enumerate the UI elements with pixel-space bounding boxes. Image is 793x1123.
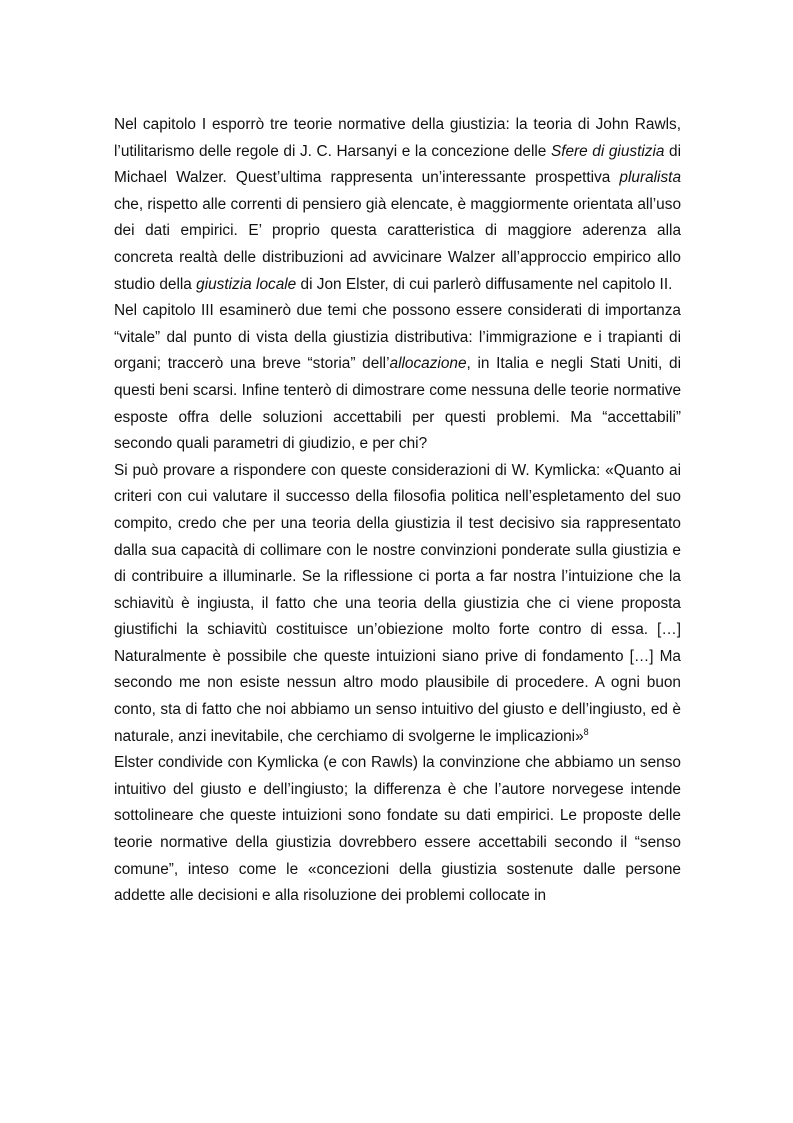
paragraph-4	[114, 750, 681, 910]
italic-term-allocazione: allocazione	[389, 355, 467, 373]
paragraph-3	[114, 458, 681, 751]
text-run: Elster condivide con Kymlicka (e con Rawls) la convinzione che abbiamo un senso intuitivo del giusto e dell’ingiusto; la differenza è che l’autore norvegese intende sottolineare che queste intuizioni sono fondate su dati empirici. Le proposte delle teorie normative della giustizia dovrebbero essere accettabili secondo il “senso comune”, inteso come le «concezioni della giustizia sostenute dalle persone addette alle decisioni e alla risoluzione dei problemi collocate in	[114, 754, 681, 905]
paragraph-1	[114, 112, 681, 298]
italic-term-sfere-di-giustizia: Sfere di giustizia	[550, 142, 665, 160]
italic-term-giustizia-locale: giustizia locale	[196, 275, 297, 293]
text-run: di Michael Walzer. Quest’ultima rappresenta un’interessante prospettiva	[114, 142, 682, 187]
text-run: Nel capitolo I esporrò tre teorie normative della giustizia: la teoria di John Rawls, l’utilitarismo delle regole di J. C. Harsanyi e la concezione delle	[114, 116, 681, 160]
footnote-marker[interactable]: 8	[583, 726, 589, 737]
text-run: , in Italia e negli Stati Uniti, di questi beni scarsi. Infine tenterò di dimostrare come nessuna delle teorie normative esposte offra delle soluzioni accettabili per questi problemi. Ma “accettabili” secondo quali parametri di giudizio, e per chi?	[114, 355, 681, 453]
text-run: Si può provare a rispondere con queste considerazioni di W. Kymlicka: «Quanto ai criteri con cui valutare il successo della filosofia politica nell’espletamento del suo compito, credo che per una teoria della giustizia il test decisivo sia rappresentato dalla sua capacità di collimare con le nostre convinzioni ponderate sulla giustizia e di contribuire a illuminarle. Se la riflessione ci porta a far nostra l’intuizione che la schiavitù è ingiusta, il fatto che una teoria della giustizia che ci viene proposta giustifichi la schiavitù costituisce un’obiezione molto forte contro di essa. […] Naturalmente è possibile che queste intuizioni siano prive di fondamento […] Ma secondo me non esiste nessun altro modo plausibile di procedere. A ogni buon conto, sta di fatto che noi abbiamo un senso intuitivo del giusto e dell’ingiusto, ed è naturale, anzi inevitabile, che cerchiamo di svolgerne le implicazioni»	[114, 461, 681, 745]
paragraph-2	[114, 298, 681, 458]
text-run: di Jon Elster, di cui parlerò diffusamente nel capitolo II.	[296, 275, 673, 293]
text-run: che, rispetto alle correnti di pensiero già elencate, è maggiormente orientata all’uso dei dati empirici. E’ proprio questa caratteristica di maggiore aderenza alla concreta realtà delle distribuzioni ad avvicinare Walzer all’approccio empirico allo studio della	[114, 195, 681, 293]
text-run: Nel capitolo III esaminerò due temi che possono essere considerati di importanza “vitale” dal punto di vista della giustizia distributiva: l’immigrazione e i trapianti di organi; traccerò una breve “storia” dell’	[114, 302, 681, 373]
body-text	[114, 112, 681, 910]
italic-term-pluralista: pluralista	[619, 169, 681, 187]
